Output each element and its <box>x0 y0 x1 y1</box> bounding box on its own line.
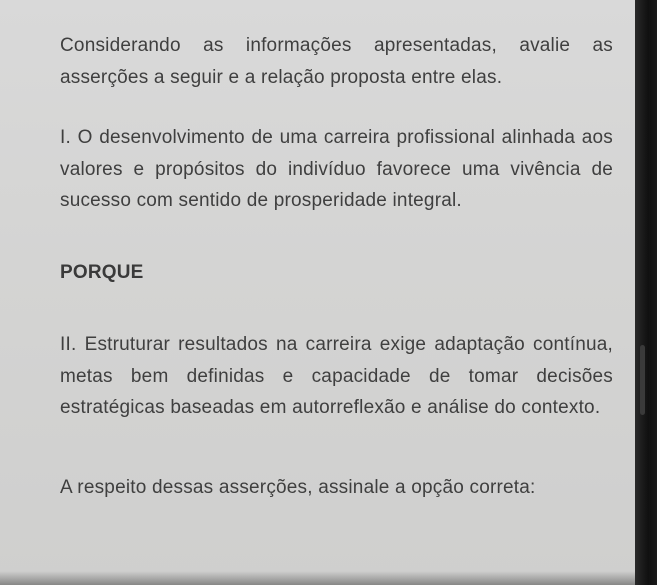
phone-side-button <box>640 345 645 415</box>
connector-porque: PORQUE <box>60 261 144 283</box>
question-intro: Considerando as informações apresentadas, avalie as asserções a seguir e a relação proposta entre elas. <box>60 35 613 88</box>
question-content <box>60 30 613 503</box>
phone-bezel <box>635 0 657 585</box>
assertion-two: II. Estruturar resultados na carreira exige adaptação contínua, metas bem definidas e capacidade de tomar decisões estratégicas baseadas em autorreflexão e análise do contexto. <box>60 334 613 418</box>
question-prompt: A respeito dessas asserções, assinale a opção correta: <box>60 476 536 498</box>
bottom-shadow <box>0 571 635 585</box>
assertion-one: I. O desenvolvimento de uma carreira profissional alinhada aos valores e propósitos do indivíduo favorece uma vivência de sucesso com sentido de prosperidade integral. <box>60 127 613 211</box>
